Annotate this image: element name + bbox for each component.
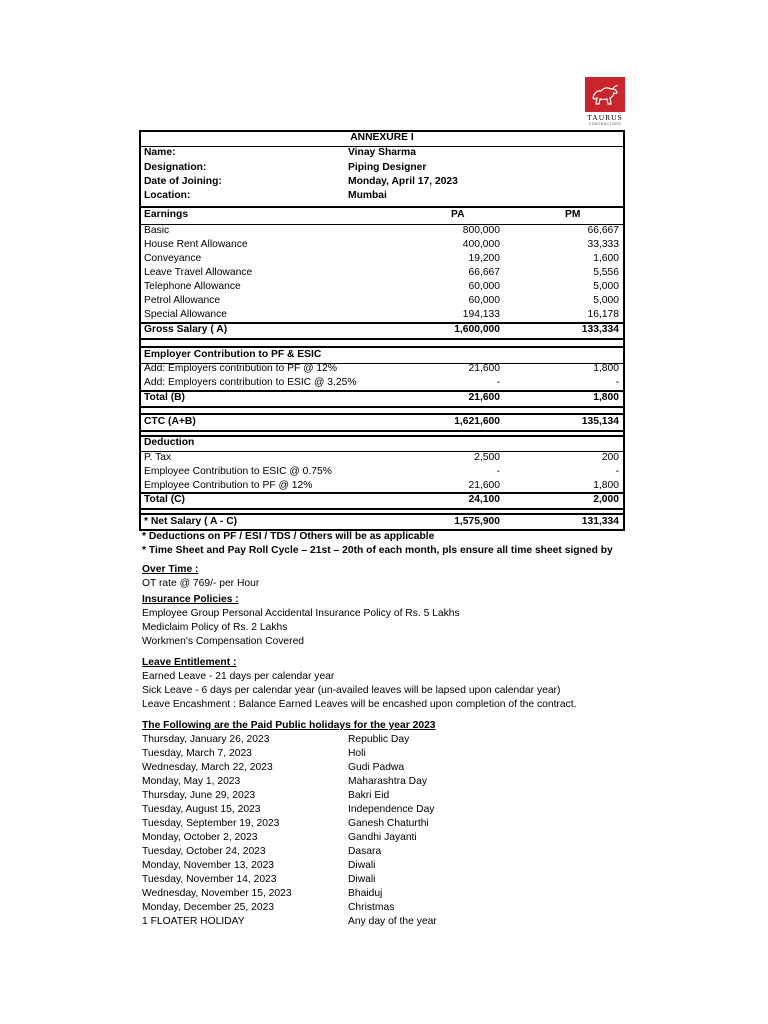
net-salary-row: * Net Salary ( A - C) 1,575,900 131,334	[144, 516, 619, 527]
overtime-text: OT rate @ 769/- per Hour	[142, 578, 260, 589]
holiday-name: Gandhi Jayanti	[348, 832, 417, 843]
list-item: Workmen's Compensation Covered	[142, 636, 305, 647]
info-row-joining: Date of Joining: Monday, April 17, 2023	[144, 176, 458, 187]
holiday-date: 1 FLOATER HOLIDAY	[142, 916, 245, 927]
holiday-name: Gudi Padwa	[348, 762, 405, 773]
employee-location: Mumbai	[348, 190, 387, 201]
note-deductions: * Deductions on PF / ESI / TDS / Others will be as applicable	[142, 531, 435, 542]
holiday-date: Tuesday, August 15, 2023	[142, 804, 261, 815]
annexure-table	[139, 130, 625, 531]
table-row: Employee Contribution to PF @ 12% 21,600 1,800	[144, 480, 619, 491]
table-row: Special Allowance 194,133 16,178	[144, 309, 619, 320]
employee-designation: Piping Designer	[348, 162, 427, 173]
table-row: Telephone Allowance 60,000 5,000	[144, 281, 619, 292]
leave-heading: Leave Entitlement :	[142, 657, 237, 668]
logo-sub-text: CONTRACTORS	[588, 122, 622, 126]
overtime-heading: Over Time :	[142, 564, 199, 575]
holiday-date: Tuesday, September 19, 2023	[142, 818, 280, 829]
annexure-title: ANNEXURE I	[350, 132, 414, 143]
holiday-date: Monday, May 1, 2023	[142, 776, 241, 787]
earnings-header-row: Earnings PA PM	[144, 209, 581, 220]
holiday-date: Tuesday, October 24, 2023	[142, 846, 266, 857]
deduction-header-row: Deduction	[144, 437, 195, 448]
holiday-date: Thursday, January 26, 2023	[142, 734, 270, 745]
holiday-name: Diwali	[348, 874, 376, 885]
total-b-row: Total (B) 21,600 1,800	[144, 392, 619, 403]
employee-name: Vinay Sharma	[348, 147, 416, 158]
joining-date: Monday, April 17, 2023	[348, 176, 458, 187]
insurance-heading: Insurance Policies :	[142, 594, 239, 605]
total-c-row: Total (C) 24,100 2,000	[144, 494, 619, 505]
holiday-name: Republic Day	[348, 734, 410, 745]
holiday-name: Christmas	[348, 902, 395, 913]
table-row: P. Tax 2,500 200	[144, 452, 619, 463]
list-item: Earned Leave - 21 days per calendar year	[142, 671, 335, 682]
holiday-name: Any day of the year	[348, 916, 437, 927]
holidays-heading: The Following are the Paid Public holidays for the year 2023	[142, 720, 436, 731]
holiday-date: Wednesday, March 22, 2023	[142, 762, 273, 773]
list-item: Employee Group Personal Accidental Insurance Policy of Rs. 5 Lakhs	[142, 608, 460, 619]
holiday-date: Monday, December 25, 2023	[142, 902, 275, 913]
list-item: Mediclaim Policy of Rs. 2 Lakhs	[142, 622, 288, 633]
table-row: House Rent Allowance 400,000 33,333	[144, 239, 619, 250]
info-row-designation: Designation: Piping Designer	[144, 162, 427, 173]
list-item: Sick Leave - 6 days per calendar year (un-availed leaves will be lapsed upon calendar year)	[142, 685, 561, 696]
col-pm-header: PM	[565, 209, 581, 220]
info-row-name: Name: Vinay Sharma	[144, 147, 416, 158]
holiday-name: Maharashtra Day	[348, 776, 427, 787]
holiday-date: Wednesday, November 15, 2023	[142, 888, 292, 899]
table-row: Leave Travel Allowance 66,667 5,556	[144, 267, 619, 278]
bull-logo-icon	[585, 77, 625, 112]
ctc-row: CTC (A+B) 1,621,600 135,134	[144, 416, 619, 427]
info-row-location: Location: Mumbai	[144, 190, 387, 201]
note-timesheet: * Time Sheet and Pay Roll Cycle – 21st – 20th of each month, pls ensure all time sheet signed by	[142, 545, 613, 556]
table-row: Basic 800,000 66,667	[144, 225, 619, 236]
annexure-title-row	[144, 131, 620, 145]
table-row: Petrol Allowance 60,000 5,000	[144, 295, 619, 306]
company-logo	[583, 77, 627, 125]
holiday-date: Monday, October 2, 2023	[142, 832, 258, 843]
table-row: Conveyance 19,200 1,600	[144, 253, 619, 264]
holiday-date: Tuesday, November 14, 2023	[142, 874, 277, 885]
table-row: Employee Contribution to ESIC @ 0.75% - -	[144, 466, 619, 477]
gross-salary-row: Gross Salary ( A) 1,600,000 133,334	[144, 324, 619, 335]
holiday-name: Holi	[348, 748, 366, 759]
col-pa-header: PA	[451, 209, 465, 220]
table-row: Add: Employers contribution to PF @ 12% 21,600 1,800	[144, 363, 619, 374]
list-item: Leave Encashment : Balance Earned Leaves will be encashed upon completion of the contract.	[142, 699, 577, 710]
holiday-name: Bakri Eid	[348, 790, 390, 801]
holiday-name: Bhaiduj	[348, 888, 383, 899]
holiday-date: Tuesday, March 7, 2023	[142, 748, 252, 759]
table-row: Add: Employers contribution to ESIC @ 3.25% - -	[144, 377, 619, 388]
holiday-date: Monday, November 13, 2023	[142, 860, 275, 871]
holiday-name: Ganesh Chaturthi	[348, 818, 429, 829]
holiday-name: Dasara	[348, 846, 382, 857]
holiday-date: Thursday, June 29, 2023	[142, 790, 256, 801]
employer-header-row: Employer Contribution to PF & ESIC	[144, 349, 322, 360]
logo-brand-text: TAURUS	[587, 113, 623, 122]
holiday-name: Diwali	[348, 860, 376, 871]
holiday-name: Independence Day	[348, 804, 435, 815]
